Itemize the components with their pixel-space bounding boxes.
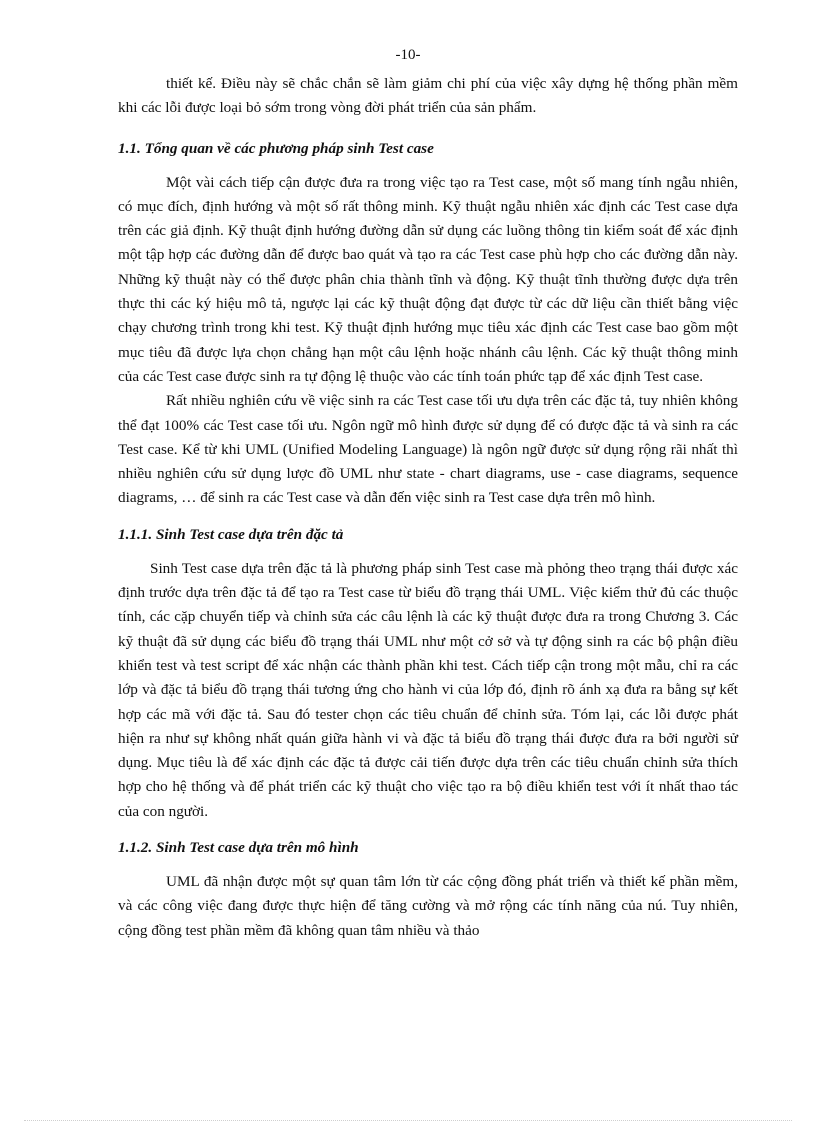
- heading-section-1-1: 1.1. Tổng quan về các phương pháp sinh Test case: [118, 139, 434, 157]
- page-number: -10-: [395, 47, 421, 63]
- heading-section-1-1-2: 1.1.2. Sinh Test case dựa trên mô hình: [118, 839, 359, 857]
- paragraph-overview-1: Một vài cách tiếp cận được đưa ra trong việc tạo ra Test case, một số mang tính ngẫu nhiên, có mục đích, định hướng và một số rất thông minh. Kỹ thuật ngẫu nhiên xác định các Test case dựa trên các giả định. Kỹ thuật định hướng đường dẫn sử dụng các luồng thông tin kiểm soát để xác định một tập hợp các đường dẫn để được bao quát và tạo ra các Test case phù hợp cho các đường dẫn này. Những kỹ thuật này có thể được phân chia thành tĩnh và động. Kỹ thuật tĩnh thường được dựa trên thực thi các ký hiệu mô tả, ngược lại các kỹ thuật động đạt được từ các dữ liệu cần thiết bằng việc chạy chương trình trong khi test. Kỹ thuật định hướng mục tiêu xác định các Test case bao gồm một mục tiêu đã được lựa chọn chẳng hạn một câu lệnh hoặc nhánh câu lệnh. Các kỹ thuật thông minh của các Test case được sinh ra tự động lệ thuộc vào các tính toán phức tạp để xác định Test case.: [118, 173, 738, 385]
- heading-section-1-1-1: 1.1.1. Sinh Test case dựa trên đặc tả: [118, 525, 344, 543]
- paragraph-spec-based: Sinh Test case dựa trên đặc tả là phương pháp sinh Test case mà phỏng theo trạng thái được xác định trước dựa trên đặc tả để tạo ra Test case từ biểu đồ trạng thái UML. Việc kiểm thử đủ các thuộc tính, các cặp chuyển tiếp và chỉnh sửa các câu lệnh là các kỹ thuật được đưa ra trong Chương 3. Các kỹ thuật đã sử dụng các biểu đồ trạng thái UML như một cở sở và tự động sinh ra các bộ phận điều khiển test và test script để xác nhận các thành phần khi test. Cách tiếp cận trong một mẫu, chỉ ra các lớp và đặc tả biểu đồ trạng thái tương ứng cho hành vi của lớp đó, định rõ ánh xạ đưa ra bằng sự kết hợp các mã với đặc tả. Sau đó tester chọn các tiêu chuẩn để chỉnh sửa. Tóm lại, các lỗi được phát hiện ra như sự không nhất quán giữa hành vi và đặc tả biểu đồ trạng thái được đưa ra bởi người sử dụng. Mục tiêu là để xác định các đặc tả được cải tiến được dựa trên các tiêu chuẩn chỉnh sửa thích hợp cho hệ thống và để phát triển các kỹ thuật cho việc tạo ra bộ điều khiển test với ít nhất thao tác của con người.: [118, 559, 738, 820]
- paragraph-model-based: UML đã nhận được một sự quan tâm lớn từ các cộng đồng phát triển và thiết kế phần mềm, và các công việc đang được thực hiện để tăng cường và mở rộng các tính năng của nú. Tuy nhiên, cộng đồng test phần mềm đã không quan tâm nhiều và thảo: [118, 873, 738, 939]
- paragraph-overview-2: Rất nhiều nghiên cứu về việc sinh ra các Test case tối ưu dựa trên các đặc tả, tuy nhiên không thể đạt 100% các Test case tối ưu. Ngôn ngữ mô hình được sử dụng để có được đặc tả và sinh ra các Test case. Kể từ khi UML (Unified Modeling Language) là ngôn ngữ được sử dụng rộng rãi nhất thì nhiều nghiên cứu sử dụng lược đồ UML như state - chart diagrams, use - case diagrams, sequence diagrams, … để sinh ra các Test case và dẫn đến việc sinh ra Test case dựa trên mô hình.: [118, 392, 738, 507]
- footer-dotted-rule: [24, 1120, 792, 1121]
- page-content: [118, 72, 738, 943]
- paragraph-intro: thiết kế. Điều này sẽ chắc chắn sẽ làm giảm chi phí của việc xây dựng hệ thống phần mềm khi các lỗi được loại bỏ sớm trong vòng đời phát triển của sản phẩm.: [118, 75, 738, 117]
